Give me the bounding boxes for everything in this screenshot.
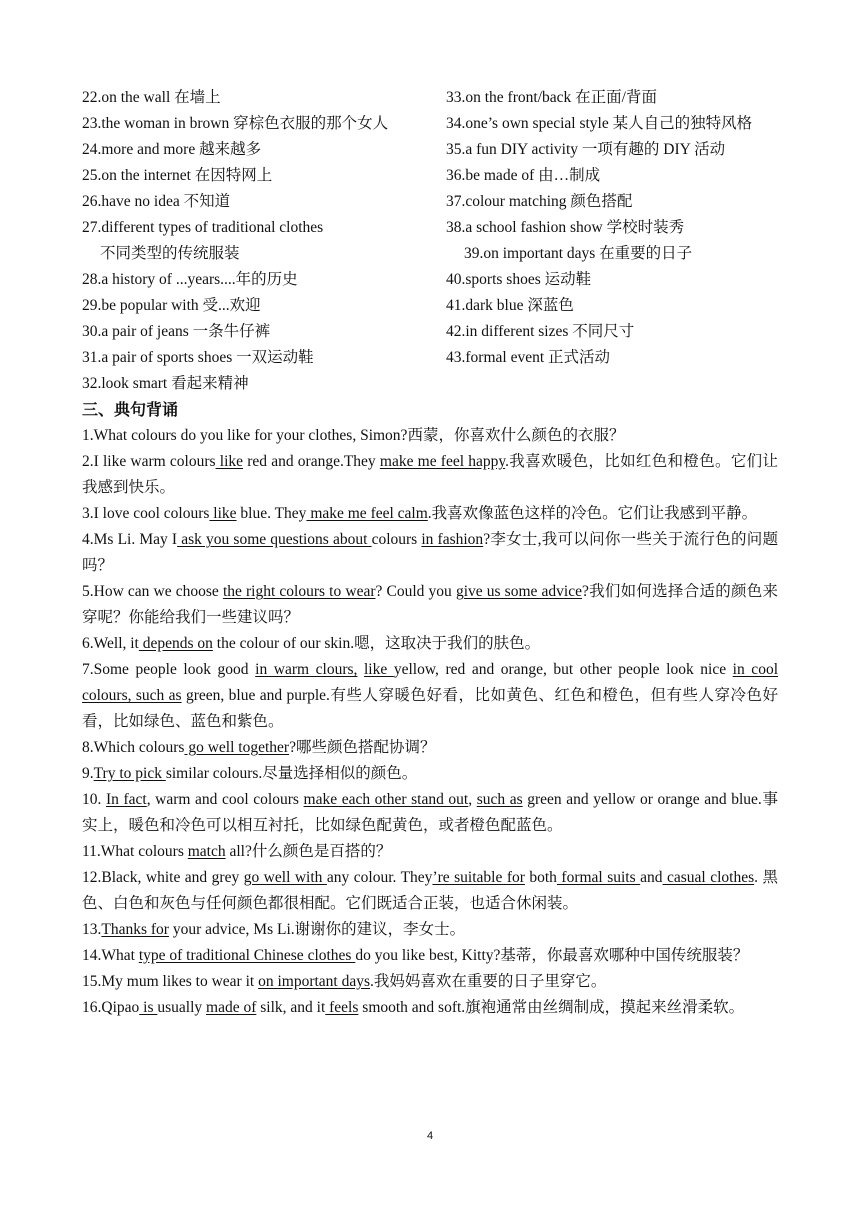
sentence <box>82 631 778 657</box>
sentence-text: ?哪些颜色搭配协调？ <box>289 739 436 756</box>
page-number: 4 <box>426 1130 434 1142</box>
underlined-phrase: in fashion <box>421 531 484 548</box>
phrase-row <box>82 293 782 319</box>
sentence-text: green, blue and purple.有些人穿暖色好看，比如黄色、红色和橙色，但有些人穿冷色好看，比如绿色、蓝色和紫色。 <box>82 687 779 730</box>
phrase-left: 28.a history of ...years....年的历史 <box>82 271 298 288</box>
phrase-right: 39.on important days 在重要的日子 <box>464 245 693 262</box>
sentence-text: .我喜欢暖色，比如红色和橙色。它们让我感到快乐。 <box>82 453 778 496</box>
underlined-phrase: Thanks for <box>101 921 169 938</box>
sentence-text: do you like best, Kitty?基蒂，你最喜欢哪种中国传统服装？ <box>355 947 749 964</box>
sentence-text: similar colours.尽量选择相似的颜色。 <box>165 765 418 782</box>
sentence <box>82 865 778 917</box>
sentence-text: yellow, red and orange, but other people look nice <box>393 661 733 678</box>
section-title: 三、典句背诵 <box>82 400 179 419</box>
underlined-phrase: In fact <box>105 791 147 808</box>
sentence-text: , <box>468 791 477 808</box>
sentence-text: . 黑色、白色和灰色与任何颜色都很相配。它们既适合正装，也适合休闲装。 <box>82 869 778 912</box>
phrase-left: 31.a pair of sports shoes 一双运动鞋 <box>82 349 314 366</box>
phrase-right: 43.formal event 正式活动 <box>446 349 611 366</box>
sentence-text: 8.Which colours <box>82 739 185 756</box>
sentence <box>82 839 778 865</box>
underlined-phrase: is <box>139 999 158 1016</box>
phrase-left: 32.look smart 看起来精神 <box>82 375 249 392</box>
sentence-text: colours <box>371 531 422 548</box>
underlined-phrase: made of <box>206 999 257 1016</box>
underlined-phrase: on important days <box>258 973 371 990</box>
sentence-text: 2.I like warm colours <box>82 453 216 470</box>
underlined-phrase: Try to pick <box>93 765 166 782</box>
sentence-text: any colour. They <box>326 869 433 886</box>
phrase-right: 36.be made of 由…制成 <box>446 167 601 184</box>
sentence-text: 6.Well, it <box>82 635 139 652</box>
phrase-left: 30.a pair of jeans 一条牛仔裤 <box>82 323 271 340</box>
sentence-text: 16.Qipao <box>82 999 140 1016</box>
sentence <box>82 579 778 631</box>
phrase-right: 41.dark blue 深蓝色 <box>446 297 574 314</box>
phrase-row <box>82 319 782 345</box>
phrase-left: 27.different types of traditional clothes <box>82 219 324 236</box>
sentence <box>82 423 778 449</box>
underlined-phrase: in cool colours, such as <box>82 661 778 704</box>
phrase-row <box>82 111 782 137</box>
phrase-row <box>82 345 782 371</box>
phrase-row <box>82 371 782 397</box>
phrase-list <box>82 85 782 397</box>
phrase-left: 22.on the wall 在墙上 <box>82 89 221 106</box>
underlined-phrase: make each other stand out <box>303 791 469 808</box>
underlined-phrase: make me feel happy <box>379 453 506 470</box>
underlined-phrase: formal suits <box>556 869 641 886</box>
sentence <box>82 761 778 787</box>
sentence-text: all?什么颜色是百搭的？ <box>225 843 392 860</box>
phrase-right: 42.in different sizes 不同尺寸 <box>446 323 635 340</box>
sentence-text: 9. <box>82 765 94 782</box>
sentence-text: blue. They <box>236 505 307 522</box>
phrase-row <box>82 267 782 293</box>
underlined-phrase: feels <box>325 999 359 1016</box>
underlined-phrase: go well with <box>243 869 327 886</box>
sentence <box>82 969 778 995</box>
sentence-text: ?我们如何选择合适的颜色来穿呢？你能给我们一些建议吗？ <box>82 583 778 626</box>
phrase-right: 37.colour matching 颜色搭配 <box>446 193 633 210</box>
sentence <box>82 449 778 501</box>
sentence-text: 1.What colours do you like for your clothes, Simon?西蒙，你喜欢什么颜色的衣服？ <box>82 427 625 444</box>
phrase-row <box>82 241 782 267</box>
underlined-phrase: ’re suitable for <box>432 869 525 886</box>
sentence <box>82 735 778 761</box>
sentence-text: .我喜欢像蓝色这样的冷色。它们让我感到平静。 <box>427 505 758 522</box>
phrase-left: 26.have no idea 不知道 <box>82 193 231 210</box>
sentence-text: 15.My mum likes to wear it <box>82 973 259 990</box>
phrase-left: 25.on the internet 在因特网上 <box>82 167 273 184</box>
sentence-text: 5.How can we choose <box>82 583 223 600</box>
phrase-row <box>82 137 782 163</box>
phrase-left-continuation: 不同类型的传统服装 <box>100 245 240 262</box>
underlined-phrase: type of traditional Chinese clothes <box>138 947 356 964</box>
underlined-phrase: like <box>215 453 244 470</box>
sentence-text: 4.Ms Li. May I <box>82 531 178 548</box>
sentence-text: your advice, Ms Li.谢谢你的建议，李女士。 <box>168 921 466 938</box>
sentence-text: ? Could you <box>375 583 456 600</box>
sentence <box>82 501 778 527</box>
underlined-phrase: in warm clours, <box>255 661 358 678</box>
sentence-text: green and yellow or orange and blue.事实上，暖色和冷色可以相互衬托，比如绿色配黄色，或者橙色配蓝色。 <box>82 791 778 834</box>
phrase-row <box>82 163 782 189</box>
phrase-row <box>82 85 782 111</box>
phrase-right: 34.one’s own special style 某人自己的独特风格 <box>446 115 753 132</box>
phrase-right: 35.a fun DIY activity 一项有趣的 DIY 活动 <box>446 141 726 158</box>
sentence-text: smooth and soft.旗袍通常由丝绸制成，摸起来丝滑柔软。 <box>358 999 745 1016</box>
sentence-list <box>82 423 778 1021</box>
sentence-text: ?李女士,我可以问你一些关于流行色的问题吗？ <box>82 531 779 574</box>
underlined-phrase: casual clothes <box>662 869 755 886</box>
sentence-text: 11.What colours <box>82 843 188 860</box>
underlined-phrase: match <box>187 843 226 860</box>
phrase-right: 38.a school fashion show 学校时装秀 <box>446 219 685 236</box>
phrase-right: 33.on the front/back 在正面/背面 <box>446 89 657 106</box>
underlined-phrase: the right colours to wear <box>222 583 376 600</box>
underlined-phrase: like <box>364 661 394 678</box>
sentence-text: both <box>524 869 557 886</box>
underlined-phrase: ask you some questions about <box>177 531 372 548</box>
phrase-row <box>82 189 782 215</box>
underlined-phrase: give us some advice <box>455 583 582 600</box>
phrase-row <box>82 215 782 241</box>
sentence <box>82 943 778 969</box>
phrase-left: 29.be popular with 受...欢迎 <box>82 297 261 314</box>
sentence-text <box>357 661 364 678</box>
sentence-text: , warm and cool colours <box>146 791 304 808</box>
sentence-text: 3.I love cool colours <box>82 505 210 522</box>
underlined-phrase: make me feel calm <box>306 505 428 522</box>
underlined-phrase: like <box>209 505 237 522</box>
sentence-text: silk, and it <box>256 999 326 1016</box>
phrase-left: 23.the woman in brown 穿棕色衣服的那个女人 <box>82 115 389 132</box>
sentence <box>82 917 778 943</box>
phrase-left: 24.more and more 越来越多 <box>82 141 262 158</box>
underlined-phrase: such as <box>476 791 523 808</box>
phrase-right <box>446 371 782 397</box>
sentence <box>82 527 778 579</box>
sentence-text: usually <box>157 999 207 1016</box>
sentence-text: red and orange.They <box>243 453 380 470</box>
sentence-text: 12.Black, white and grey <box>82 869 244 886</box>
underlined-phrase: depends on <box>138 635 213 652</box>
sentence-text: the colour of our skin.嗯，这取决于我们的肤色。 <box>212 635 541 652</box>
sentence <box>82 787 778 839</box>
phrase-right: 40.sports shoes 运动鞋 <box>446 271 592 288</box>
sentence-text: 7.Some people look good <box>82 661 256 678</box>
sentence-text: 10. <box>82 791 106 808</box>
sentence-text: 13. <box>82 921 102 938</box>
sentence <box>82 657 778 735</box>
underlined-phrase: go well together <box>184 739 290 756</box>
sentence-text: and <box>640 869 663 886</box>
sentence-text: .我妈妈喜欢在重要的日子里穿它。 <box>370 973 607 990</box>
sentence <box>82 995 778 1021</box>
sentence-text: 14.What <box>82 947 139 964</box>
